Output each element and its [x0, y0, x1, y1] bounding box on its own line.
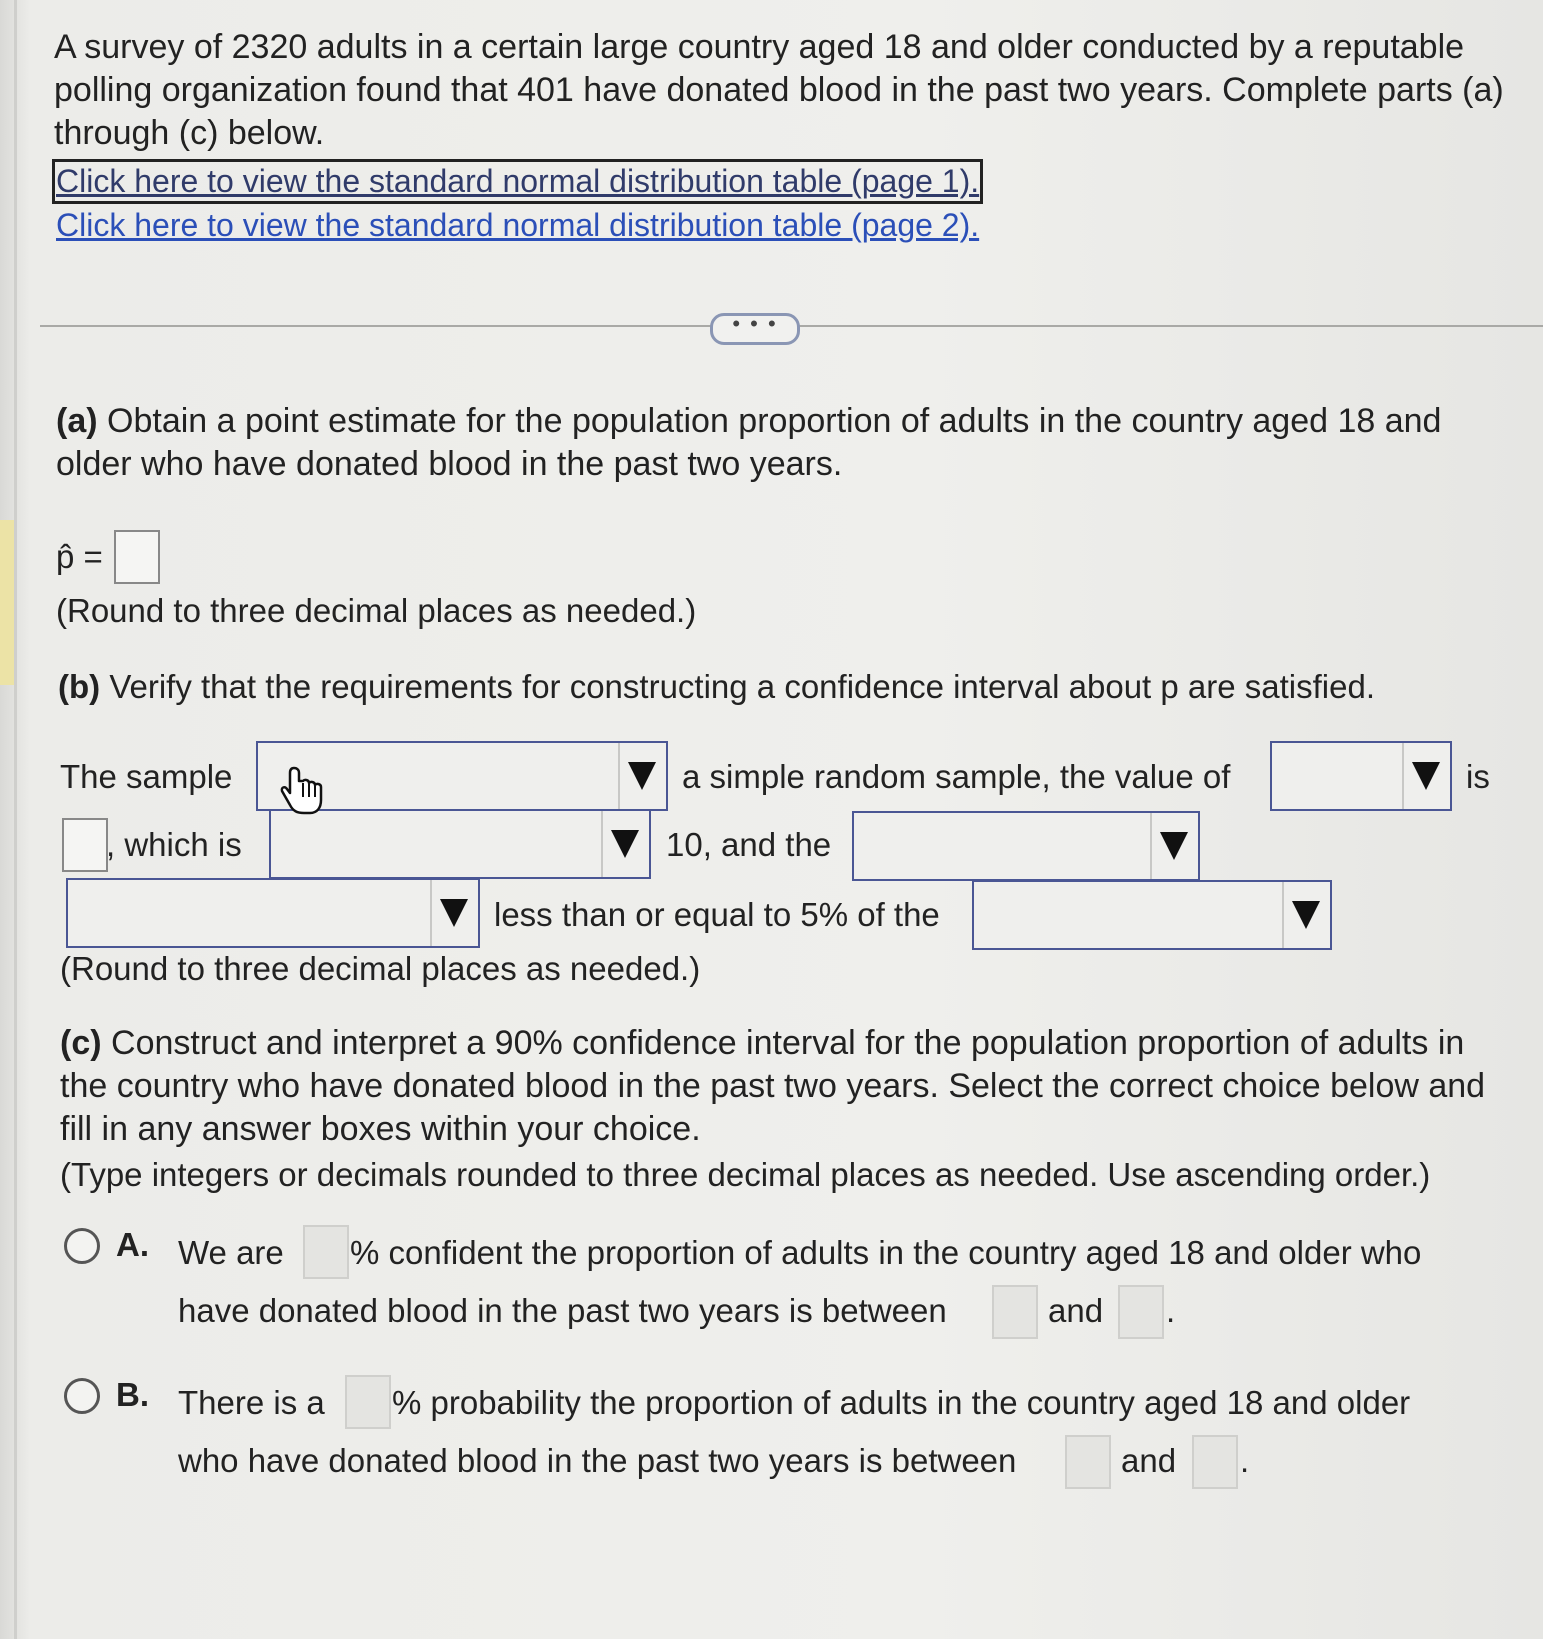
part-a-label: (a)	[56, 402, 98, 440]
chevron-down-icon	[430, 880, 478, 946]
p-hat-label: p̂ =	[56, 538, 103, 575]
text-simple-random-sample: a simple random sample, the value of	[682, 758, 1231, 795]
option-b-text-and: and	[1121, 1442, 1177, 1479]
left-highlight-strip	[0, 520, 14, 685]
left-edge	[14, 0, 17, 1639]
text-the-sample: The sample	[60, 758, 233, 795]
normal-table-link-page-1[interactable]: Click here to view the standard normal distribution table (page 1).	[56, 163, 980, 199]
option-b-radio[interactable]	[64, 1378, 100, 1414]
option-b-upper-bound-box[interactable]	[1192, 1435, 1238, 1489]
option-b-text-3: who have donated blood in the past two years is between	[178, 1442, 1017, 1479]
option-a-text-2: % confident the proportion of adults in the country aged 18 and older who	[350, 1234, 1422, 1271]
option-b-lower-bound-box[interactable]	[1065, 1435, 1111, 1489]
comparison-dropdown[interactable]	[269, 809, 651, 879]
option-a-text-1: We are	[178, 1234, 284, 1271]
option-a-confidence-box[interactable]	[303, 1225, 349, 1279]
option-b-text-1: There is a	[178, 1384, 325, 1421]
text-which-is: , which is	[106, 826, 242, 863]
population-dropdown[interactable]	[972, 880, 1332, 950]
part-b-label: (b)	[58, 668, 101, 705]
option-a-text-3: have donated blood in the past two years is between	[178, 1292, 947, 1329]
part-b-text: Verify that the requirements for constructing a confidence interval about p are satisfied.	[109, 668, 1376, 705]
option-a-letter: A.	[116, 1226, 149, 1263]
option-a-upper-bound-box[interactable]	[1118, 1285, 1164, 1339]
part-a-round-note: (Round to three decimal places as needed.)	[56, 592, 697, 629]
option-a-period: .	[1166, 1292, 1176, 1329]
option-b-text-2: % probability the proportion of adults in the country aged 18 and older	[392, 1384, 1411, 1421]
statistic-dropdown[interactable]	[1270, 741, 1452, 811]
is-dropdown[interactable]	[66, 878, 480, 948]
part-c-text: Construct and interpret a 90% confidence interval for the population proportion of adults in the country who have donated blood in the past two years. Select the correct choice below and fill in any answer boxes within your choice.	[60, 1024, 1486, 1148]
text-ten-and-the: 10, and the	[666, 826, 832, 863]
option-a-radio[interactable]	[64, 1228, 100, 1264]
text-less-than-5-percent: less than or equal to 5% of the	[494, 896, 940, 933]
part-b-prompt	[58, 668, 1375, 706]
option-b-letter: B.	[116, 1376, 149, 1413]
option-b-probability-box[interactable]	[345, 1375, 391, 1429]
hand-cursor-icon	[280, 765, 324, 815]
part-a-prompt	[56, 400, 1496, 486]
normal-table-link-page-2[interactable]: Click here to view the standard normal distribution table (page 2).	[56, 207, 980, 243]
chevron-down-icon	[1402, 743, 1450, 809]
part-c-label: (c)	[60, 1024, 102, 1062]
chevron-down-icon	[1282, 882, 1330, 948]
npq-value-box[interactable]	[62, 818, 108, 872]
option-b-period: .	[1240, 1442, 1250, 1479]
part-c-prompt	[60, 1022, 1520, 1151]
chevron-down-icon	[1150, 813, 1198, 879]
more-options-button[interactable]: • • •	[710, 313, 800, 345]
sample-size-dropdown[interactable]	[852, 811, 1200, 881]
part-c-note: (Type integers or decimals rounded to three decimal places as needed. Use ascending order.)	[60, 1156, 1431, 1193]
option-a-text-and: and	[1048, 1292, 1104, 1329]
part-a-text: Obtain a point estimate for the population proportion of adults in the country aged 18 and older who have donated blood in the past two years.	[56, 402, 1442, 483]
part-b-round-note: (Round to three decimal places as needed.)	[60, 950, 701, 987]
chevron-down-icon	[601, 811, 649, 877]
option-a-lower-bound-box[interactable]	[992, 1285, 1038, 1339]
text-is: is	[1466, 758, 1490, 795]
intro-text: A survey of 2320 adults in a certain large country aged 18 and older conducted by a reputable polling organization found that 401 have donated blood in the past two years. Complete parts (a) through (c) below.	[54, 28, 1504, 152]
p-hat-answer-box[interactable]	[114, 530, 160, 584]
chevron-down-icon	[618, 743, 666, 809]
